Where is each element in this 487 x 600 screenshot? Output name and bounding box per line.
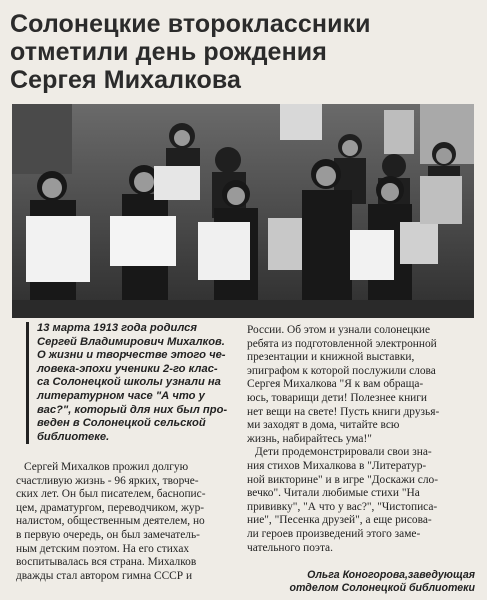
article-lead	[26, 322, 247, 444]
body-line: чательного поэта.	[247, 541, 333, 554]
body-line: ских лет. Он был писателем, баснопис-	[16, 488, 206, 501]
class-photo	[12, 104, 474, 318]
signature-line-1: Ольга Коногорова,заведующая	[307, 569, 475, 581]
body-line: Дети продемонстрировали свои зна-	[255, 446, 432, 459]
lead-line: библиотеке.	[37, 430, 110, 443]
body-line: налистом, общественным деятелем, но	[16, 515, 205, 528]
body-line: Сергей Михалков прожил долгую	[24, 461, 189, 473]
lead-line: Сергей Владимирович Михалков.	[37, 335, 225, 348]
lead-line: О жизни и творчестве этого че-	[37, 349, 226, 362]
body-line: России. Об этом и узнали солонецкие	[247, 324, 431, 336]
body-line: счастливую жизнь - 96 ярких, творче-	[16, 474, 199, 487]
body-line: жизнь, набирайтесь ума!"	[247, 432, 372, 445]
body-line: вечко". Читали любимые стихи "На	[247, 487, 420, 500]
body-line: юсь, товарищи дети! Полезнее книги	[247, 391, 428, 404]
class-photo-image	[12, 104, 474, 318]
body-line: прививку", "А что у вас?", "Чистописа-	[247, 500, 438, 513]
body-line: ние", "Песенка друзей", а еще рисова-	[247, 514, 432, 527]
body-line: в первую очередь, он был замечатель-	[16, 528, 200, 541]
lead-line: вас?", который для них был про-	[37, 403, 228, 416]
signature-line-2: отделом Солонецкой библиотеки	[289, 582, 475, 594]
body-line: презентации и книжной выставки,	[247, 351, 415, 364]
headline-line-3: Сергея Михалкова	[10, 66, 241, 94]
lead-line: 13 марта 1913 года родился	[37, 322, 197, 334]
body-line: ной викторине" и в игре "Доскажи сло-	[247, 473, 439, 486]
body-line: ребята из подготовленной электронной	[247, 337, 437, 350]
headline-line-1: Солонецкие второклассники	[10, 10, 371, 38]
body-line: нет вещи на свете! Пусть книги друзья-	[247, 405, 440, 418]
lead-line: са Солонецкой школы узнали на	[37, 376, 221, 389]
author-signature	[260, 569, 475, 595]
lead-line: ловека-эпохи ученики 2-го клас-	[37, 362, 218, 375]
article-body-right-column	[247, 324, 473, 555]
body-line: цем, драматургом, переводчиком, жур-	[16, 501, 205, 514]
body-line: ли героев произведений этого заме-	[247, 527, 421, 540]
body-line: ми заходят в дома, читайте всю	[247, 419, 400, 432]
wall-poster	[280, 104, 322, 140]
body-line: ным детским поэтом. На его стихах	[16, 542, 190, 555]
body-line: Сергея Михалкова "Я к вам обраща-	[247, 378, 424, 391]
body-line: воспитывалась вся страна. Михалков	[16, 556, 197, 569]
lead-line: литературном часе "А что у	[37, 389, 205, 402]
article-headline	[10, 10, 480, 94]
headline-line-2: отметили день рождения	[10, 38, 327, 66]
wall-poster	[384, 110, 414, 154]
body-line: дважды стал автором гимна СССР и	[16, 569, 193, 582]
article-body-left-column	[16, 461, 232, 583]
lead-line: веден в Солонецкой сельской	[37, 417, 206, 430]
body-line: эпиграфом к которой послужили слова	[247, 364, 436, 377]
body-line: ния стихов Михалкова в "Литератур-	[247, 459, 427, 472]
